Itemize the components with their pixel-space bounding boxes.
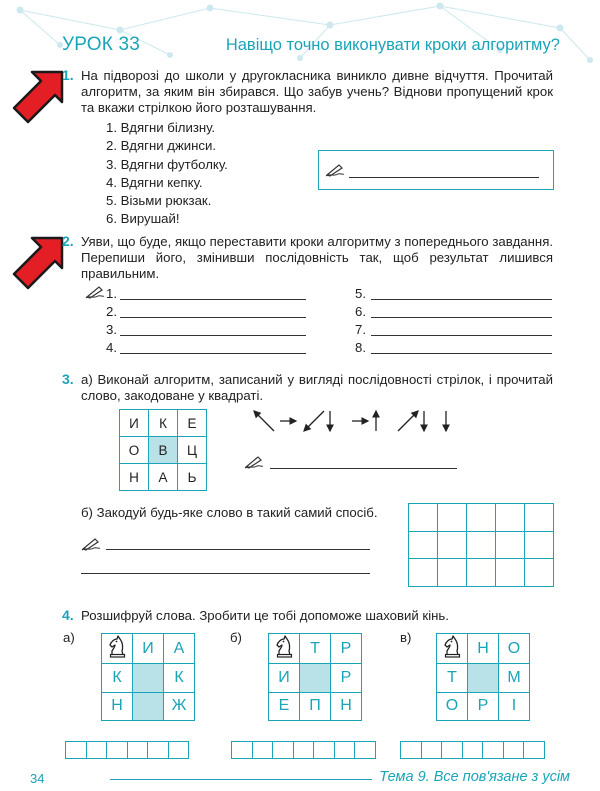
chess-knight-icon	[106, 634, 128, 658]
rewrite-lines-right	[355, 286, 552, 358]
answer-line[interactable]	[120, 317, 306, 318]
line-label: 8.	[355, 340, 366, 355]
grid-cell[interactable]	[467, 531, 496, 559]
decoded-word-line[interactable]	[270, 468, 457, 469]
pencil-icon	[244, 455, 264, 469]
puzzle-label: а)	[63, 630, 75, 645]
line-label: 5.	[355, 286, 366, 301]
answer-line[interactable]	[81, 573, 370, 574]
letter-cell: И	[269, 664, 300, 693]
letter-cell: Т	[300, 634, 331, 664]
answer-cell[interactable]	[314, 742, 335, 759]
grid-cell-start: В	[149, 437, 178, 464]
answer-line[interactable]	[371, 335, 552, 336]
algorithm-steps	[106, 119, 228, 229]
lesson-title: УРОК 33	[62, 34, 140, 55]
answer-cell[interactable]	[293, 742, 314, 759]
answer-cell[interactable]	[252, 742, 273, 759]
grid-cell[interactable]	[525, 531, 554, 559]
answer-line[interactable]	[120, 299, 306, 300]
grid-cell[interactable]	[409, 559, 438, 587]
answer-line[interactable]	[106, 549, 370, 550]
answer-cell[interactable]	[355, 742, 376, 759]
grid-cell: К	[149, 410, 178, 437]
chess-knight-icon	[441, 634, 463, 658]
letter-cell: О	[437, 692, 468, 721]
grid-cell: О	[120, 437, 149, 464]
letter-cell: Н	[468, 634, 499, 664]
answer-line	[349, 177, 539, 178]
answer-cell[interactable]	[127, 742, 148, 759]
list-item: 4. Вдягни кепку.	[106, 174, 203, 190]
answer-cell[interactable]	[86, 742, 107, 759]
answer-line[interactable]	[120, 353, 306, 354]
pencil-icon	[85, 285, 105, 299]
task-4-text: Розшифруй слова. Зробити це тобі допоможе шаховий кінь.	[81, 608, 449, 623]
knight-letter-grid	[436, 633, 530, 721]
answer-line[interactable]	[120, 335, 306, 336]
knight-letter-grid	[268, 633, 362, 721]
blocked-cell	[300, 664, 331, 693]
arrow-down-left-icon	[304, 411, 324, 431]
task-3b-text: б) Закодуй будь-яке слово в такий самий спосіб.	[81, 505, 378, 520]
grid-cell[interactable]	[438, 559, 467, 587]
letter-cell: М	[499, 664, 530, 693]
answer-strip[interactable]	[400, 741, 545, 759]
puzzle-label: в)	[400, 630, 412, 645]
arrow-sequence	[244, 408, 459, 434]
line-label: 1.	[106, 286, 117, 301]
answer-cell[interactable]	[148, 742, 169, 759]
grid-cell[interactable]	[438, 531, 467, 559]
answer-line[interactable]	[371, 299, 552, 300]
letter-cell: О	[499, 634, 530, 664]
letter-cell: Н	[102, 692, 133, 721]
letter-cell: Ж	[164, 692, 195, 721]
grid-cell: А	[149, 464, 178, 491]
grid-cell[interactable]	[525, 559, 554, 587]
grid-cell[interactable]	[467, 504, 496, 532]
letter-cell: П	[300, 692, 331, 721]
lesson-subtitle: Навіщо точно виконувати кроки алгоритму?	[225, 36, 560, 54]
list-item: 2. Вдягни джинси.	[106, 138, 217, 154]
rewrite-lines-left	[106, 286, 306, 358]
footer-topic: Тема 9. Все пов'язане з усім	[379, 769, 570, 785]
grid-cell[interactable]	[525, 504, 554, 532]
empty-encoding-grid[interactable]	[408, 503, 554, 587]
line-label: 7.	[355, 322, 366, 337]
letter-grid	[119, 409, 207, 491]
knight-letter-grid	[101, 633, 195, 721]
task-1-number: 1.	[62, 67, 74, 83]
letter-cell: К	[102, 664, 133, 693]
answer-cell[interactable]	[232, 742, 253, 759]
answer-line[interactable]	[371, 317, 552, 318]
letter-cell: Р	[331, 634, 362, 664]
list-item: 5. Візьми рюкзак.	[106, 193, 212, 209]
answer-cell[interactable]	[334, 742, 355, 759]
answer-strip[interactable]	[65, 741, 189, 759]
missing-step-answer-box[interactable]	[318, 150, 554, 190]
grid-cell[interactable]	[496, 504, 525, 532]
arrow-up-left-icon	[254, 411, 274, 431]
answer-cell[interactable]	[401, 742, 422, 759]
knight-cell	[437, 634, 468, 664]
line-label: 6.	[355, 304, 366, 319]
task-3-number: 3.	[62, 371, 74, 387]
grid-cell[interactable]	[438, 504, 467, 532]
red-arrow-icon	[10, 66, 66, 128]
letter-cell: К	[164, 664, 195, 693]
chess-knight-icon	[273, 634, 295, 658]
answer-cell[interactable]	[107, 742, 128, 759]
task-3a-text: а) Виконай алгоритм, записаний у вигляді послідовності стрілок, і прочитай слово, закодоване у квадраті.	[81, 372, 553, 403]
line-label: 2.	[106, 304, 117, 319]
letter-cell: А	[164, 634, 195, 664]
grid-cell: Н	[120, 464, 149, 491]
blocked-cell	[133, 664, 164, 693]
answer-line[interactable]	[371, 353, 552, 354]
letter-cell: Т	[437, 664, 468, 693]
list-item: 1. Вдягни білизну.	[106, 120, 216, 135]
answer-cell[interactable]	[442, 742, 463, 759]
blocked-cell	[133, 692, 164, 721]
letter-cell: Р	[468, 692, 499, 721]
footer-divider	[110, 779, 372, 780]
task-2-number: 2.	[62, 233, 74, 249]
knight-cell	[269, 634, 300, 664]
grid-cell: Ь	[178, 464, 207, 491]
letter-cell: Н	[331, 692, 362, 721]
grid-cell: Ц	[178, 437, 207, 464]
blocked-cell	[468, 664, 499, 693]
grid-cell[interactable]	[409, 531, 438, 559]
answer-cell[interactable]	[524, 742, 545, 759]
task-2-text: Уяви, що буде, якщо переставити кроки алгоритму з попереднього завдання. Перепиши його, змінивши послідовність так, щоб результат лишився правильним.	[81, 234, 553, 281]
puzzle-label: б)	[230, 630, 242, 645]
letter-cell: Е	[269, 692, 300, 721]
list-item: 3. Вдягни футболку.	[106, 156, 228, 172]
line-label: 4.	[106, 340, 117, 355]
arrow-up-right-icon	[398, 411, 418, 431]
answer-cell[interactable]	[483, 742, 504, 759]
grid-cell[interactable]	[496, 559, 525, 587]
pencil-icon	[81, 537, 101, 551]
red-arrow-icon	[10, 232, 66, 294]
grid-cell[interactable]	[409, 504, 438, 532]
answer-cell[interactable]	[273, 742, 294, 759]
line-label: 3.	[106, 322, 117, 337]
knight-cell	[102, 634, 133, 664]
grid-cell: И	[120, 410, 149, 437]
list-item: 6. Вирушай!	[106, 211, 180, 227]
answer-cell[interactable]	[421, 742, 442, 759]
answer-strip[interactable]	[231, 741, 376, 759]
page-number: 34	[30, 771, 45, 786]
grid-cell[interactable]	[467, 559, 496, 587]
answer-cell[interactable]	[462, 742, 483, 759]
answer-cell[interactable]	[66, 742, 87, 759]
answer-cell[interactable]	[168, 742, 189, 759]
task-4-number: 4.	[62, 607, 74, 623]
answer-cell[interactable]	[503, 742, 524, 759]
task-1-text: На підворозі до школи у другокласника виникло дивне відчуття. Прочитай алгоритм, за яким він збирався. Що забув учень? Віднови пропущений крок та вкажи стрілкою його розташування.	[81, 68, 553, 115]
letter-cell: І	[499, 692, 530, 721]
pencil-icon	[325, 163, 345, 177]
letter-cell: И	[133, 634, 164, 664]
grid-cell[interactable]	[496, 531, 525, 559]
grid-cell: Е	[178, 410, 207, 437]
letter-cell: Р	[331, 664, 362, 693]
